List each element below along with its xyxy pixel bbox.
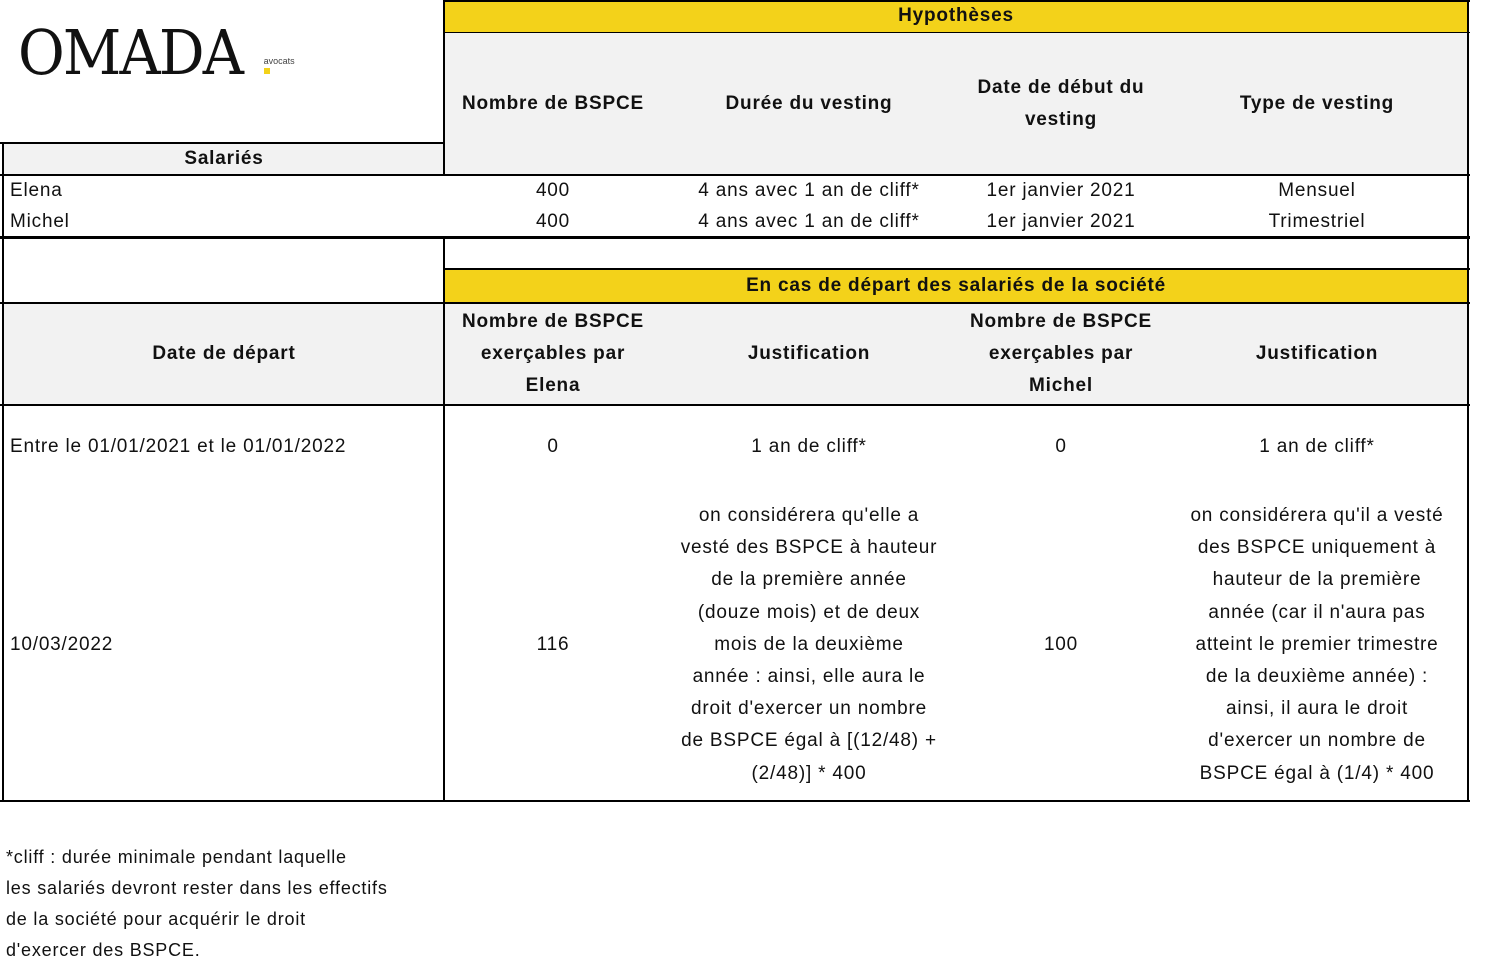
elena-count-row-2: 116 xyxy=(536,634,570,655)
michel-just-line: BSPCE égal à (1/4) * 400 xyxy=(1199,762,1435,784)
border-line xyxy=(443,0,1470,2)
michel-just-line: atteint le premier trimestre xyxy=(1195,633,1439,655)
col-header-vesting-type: Type de vesting xyxy=(1239,92,1395,114)
col-header-michel-count: Nombre de BSPCE exerçables par Michel xyxy=(970,311,1152,396)
michel-just-line: de la deuxième année) : xyxy=(1205,666,1429,688)
departure-title: En cas de départ des salariés de la société xyxy=(746,274,1166,296)
elena-count-row-1: 0 xyxy=(547,436,559,457)
michel-justification-row-1: 1 an de cliff* xyxy=(1259,436,1375,457)
michel-bspce: 400 xyxy=(535,210,571,232)
border-line xyxy=(1467,239,1469,802)
border-line xyxy=(1467,0,1469,239)
elena-just-line: mois de la deuxième xyxy=(714,633,904,655)
michel-just-line: des BSPCE uniquement à xyxy=(1197,537,1437,559)
border-line xyxy=(443,32,1470,33)
michel-just-line: d'exercer un nombre de xyxy=(1208,730,1426,752)
elena-just-line: de BSPCE égal à [(12/48) + xyxy=(681,730,937,752)
employee-name-elena: Elena xyxy=(10,179,63,201)
michel-start: 1er janvier 2021 xyxy=(986,210,1136,232)
elena-just-line: droit d'exercer un nombre xyxy=(691,698,927,720)
col-header-vesting-duration: Durée du vesting xyxy=(725,92,893,114)
logo-dot xyxy=(264,68,270,74)
logo-suffix xyxy=(264,56,295,66)
border-line xyxy=(0,800,1470,802)
employees-header: Salariés xyxy=(184,147,264,169)
border-line xyxy=(443,268,1470,270)
footnote xyxy=(6,842,466,966)
elena-justification-row-1: 1 an de cliff* xyxy=(751,436,867,457)
michel-just-line: on considérera qu'il a vesté xyxy=(1190,505,1444,526)
elena-just-line: on considérera qu'elle a xyxy=(698,505,920,526)
border-line xyxy=(0,236,1470,239)
footnote-line: d'exercer des BSPCE. xyxy=(6,940,201,960)
col-header-departure-date: Date de départ xyxy=(152,343,296,364)
departure-date-row-2: 10/03/2022 xyxy=(10,634,114,655)
footnote-line: de la société pour acquérir le droit xyxy=(6,909,306,929)
col-header-michel-justification: Justification xyxy=(1255,343,1379,364)
col-header-bspce: Nombre de BSPCE xyxy=(462,92,644,114)
border-line xyxy=(0,174,1470,176)
hypotheses-title: Hypothèses xyxy=(898,4,1014,26)
border-line xyxy=(2,239,4,802)
michel-just-line: hauteur de la première xyxy=(1212,569,1422,591)
elena-just-line: (2/48)] * 400 xyxy=(751,762,867,784)
border-line xyxy=(443,0,445,176)
elena-justification-row-2 xyxy=(662,500,956,790)
elena-just-line: (douze mois) et de deux xyxy=(697,601,921,623)
michel-just-line: ainsi, il aura le droit xyxy=(1225,698,1409,720)
omada-logo xyxy=(18,16,295,89)
elena-just-line: de la première année xyxy=(711,569,907,591)
elena-duration: 4 ans avec 1 an de cliff* xyxy=(698,179,920,201)
footnote-line: les salariés devront rester dans les effectifs xyxy=(6,878,388,898)
employee-name-michel: Michel xyxy=(10,210,70,232)
border-line xyxy=(0,404,1470,406)
elena-just-line: année : ainsi, elle aura le xyxy=(692,666,926,688)
michel-count-row-1: 0 xyxy=(1055,436,1067,457)
border-line xyxy=(443,239,445,802)
footnote-line: *cliff : durée minimale pendant laquelle xyxy=(6,847,347,867)
michel-just-line: année (car il n'aura pas xyxy=(1208,601,1426,623)
elena-bspce: 400 xyxy=(535,179,571,201)
col-header-elena-count: Nombre de BSPCE exerçables par Elena xyxy=(462,311,644,396)
col-header-vesting-start: Date de début du vesting xyxy=(977,76,1145,130)
michel-justification-row-2 xyxy=(1166,500,1468,790)
logo-brand: OMADA xyxy=(18,16,243,89)
elena-start: 1er janvier 2021 xyxy=(986,179,1136,201)
michel-count-row-2: 100 xyxy=(1043,634,1079,655)
border-line xyxy=(0,142,445,144)
border-line xyxy=(0,302,1470,304)
elena-just-line: vesté des BSPCE à hauteur xyxy=(680,537,938,559)
logo-suffix-text: avocats xyxy=(263,56,295,66)
elena-type: Mensuel xyxy=(1278,179,1356,201)
departure-date-row-1: Entre le 01/01/2021 et le 01/01/2022 xyxy=(10,436,347,457)
michel-duration: 4 ans avec 1 an de cliff* xyxy=(698,210,920,232)
col-header-elena-justification: Justification xyxy=(747,343,871,364)
michel-type: Trimestriel xyxy=(1268,210,1366,232)
border-line xyxy=(2,142,4,239)
